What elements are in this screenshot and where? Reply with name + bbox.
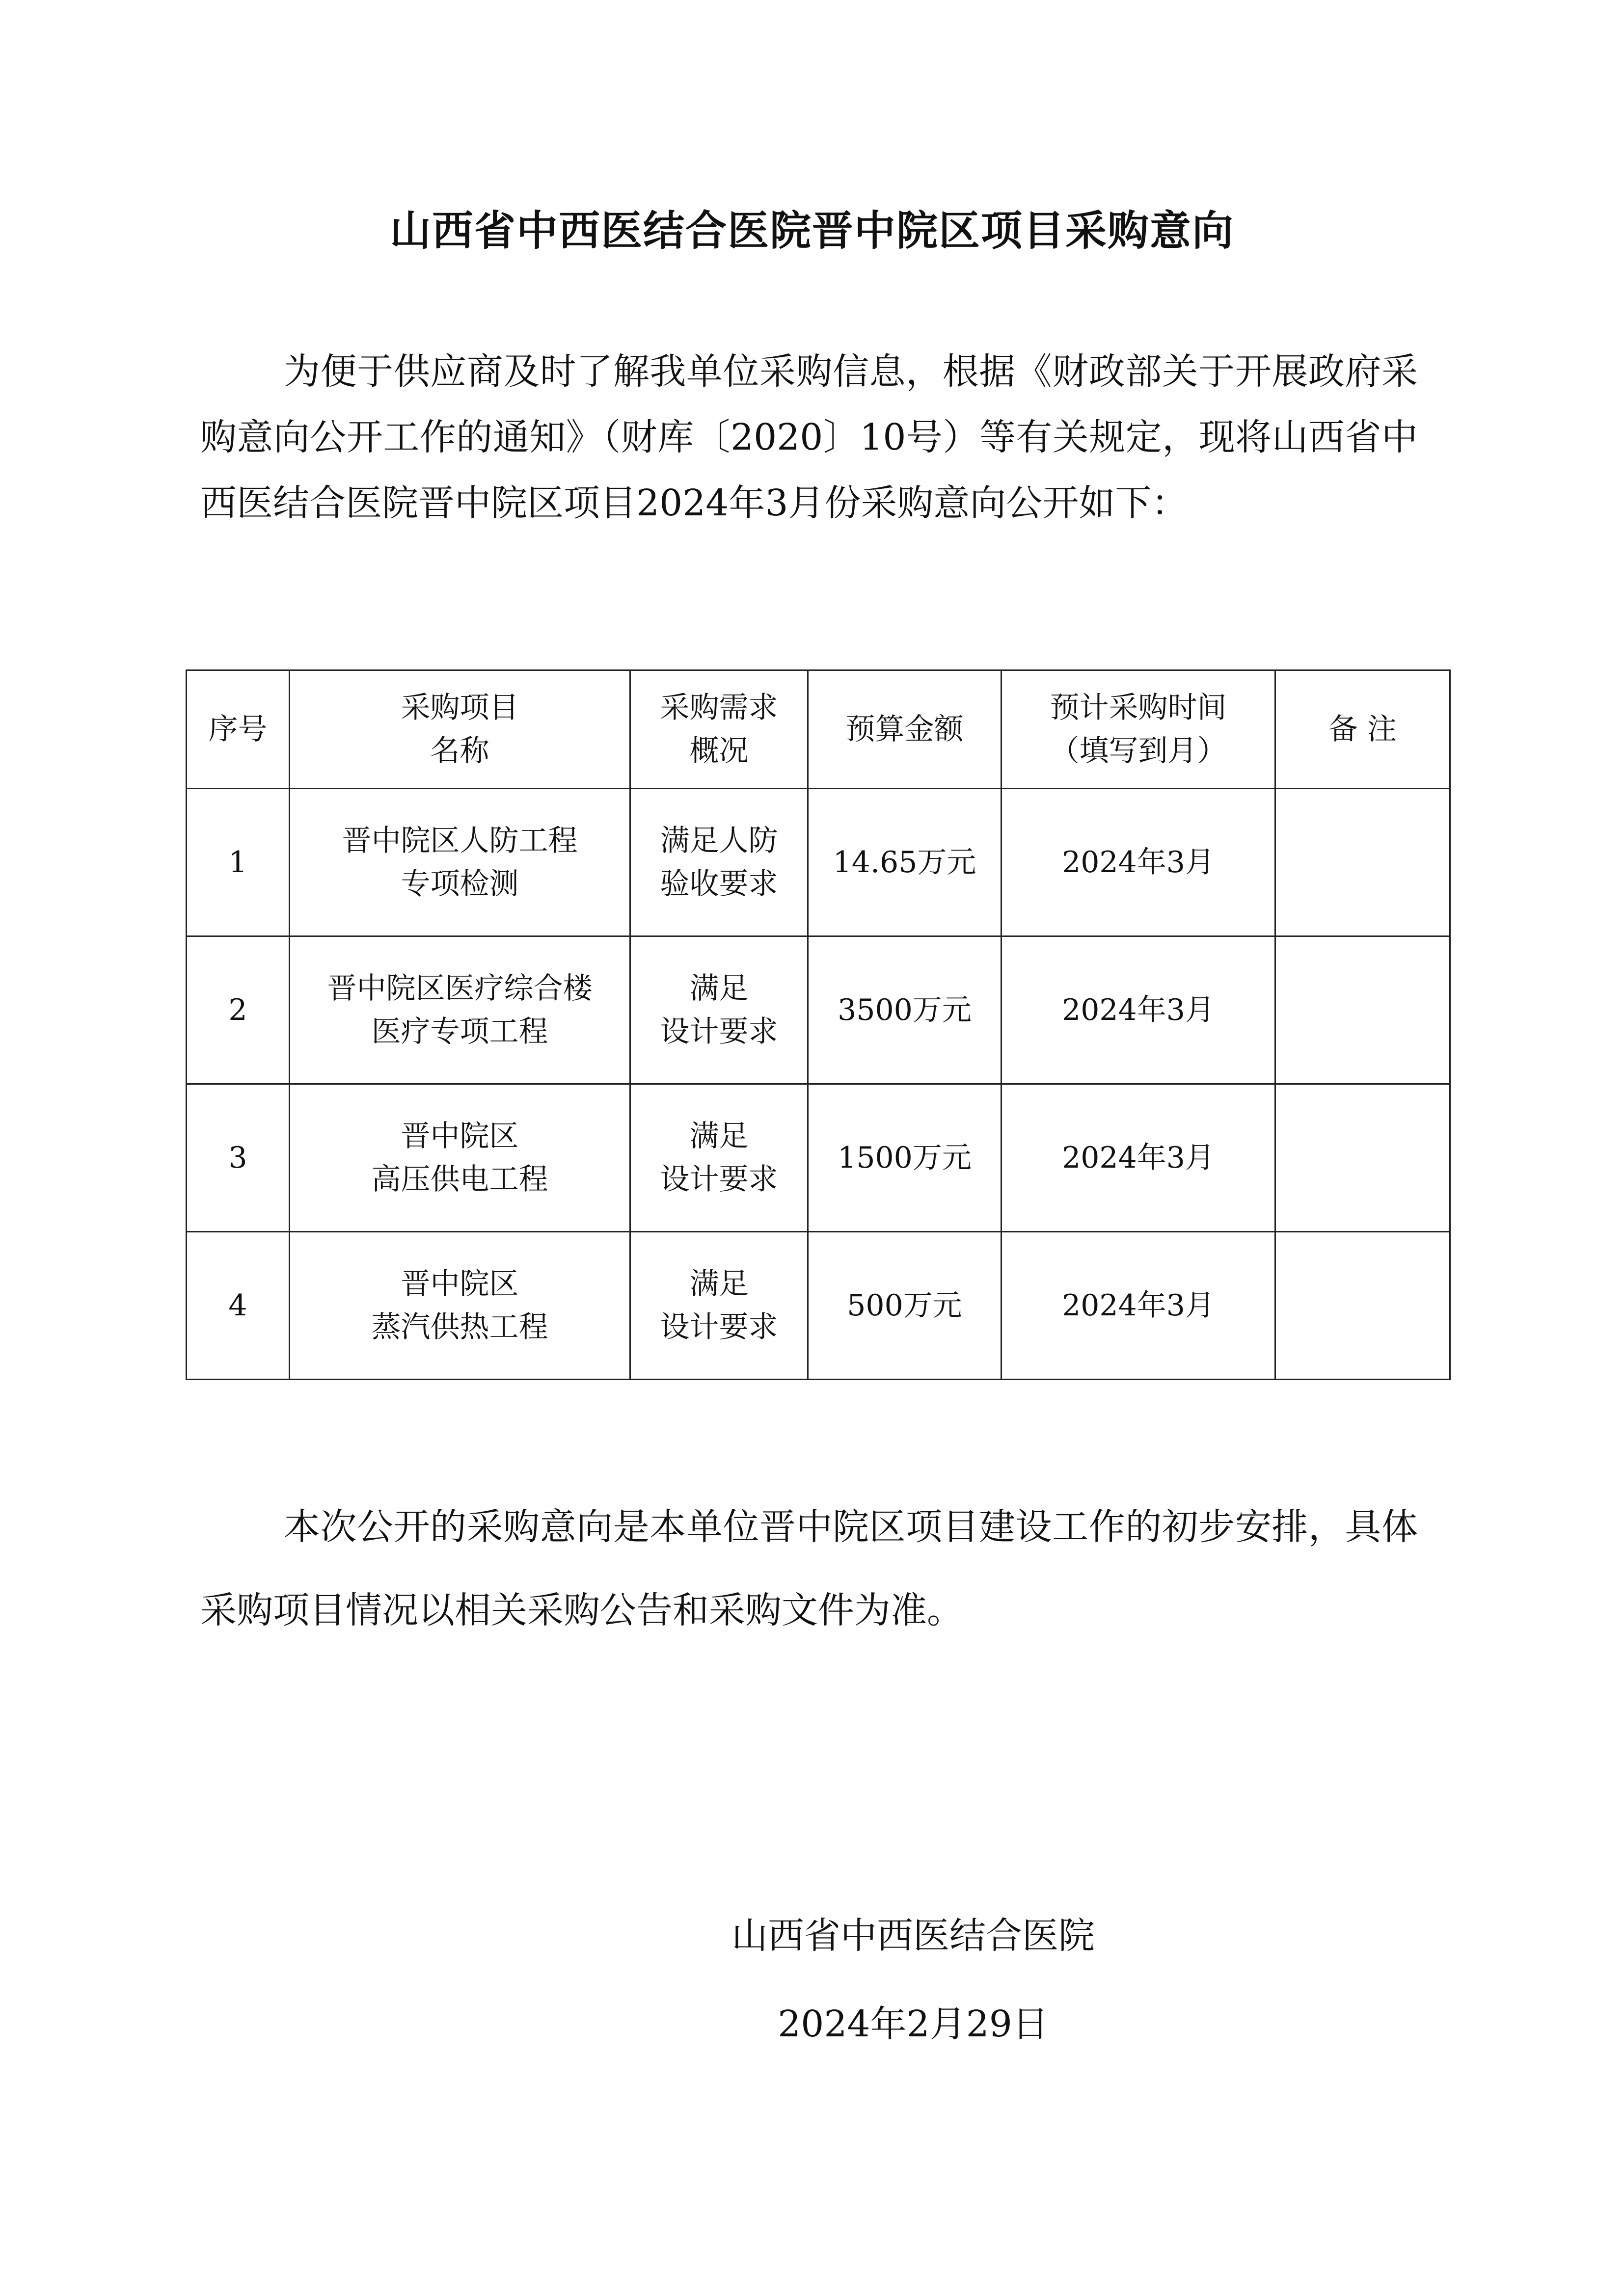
cell-remarks — [1275, 936, 1450, 1084]
header-index: 序号 — [187, 670, 290, 789]
cell-remarks — [1275, 1084, 1450, 1232]
header-procurement-time: 预计采购时间 （填写到月） — [1001, 670, 1275, 789]
cell-requirement: 满足 设计要求 — [630, 936, 808, 1084]
cell-remarks — [1275, 1232, 1450, 1380]
cell-budget: 3500万元 — [808, 936, 1001, 1084]
table-row — [187, 789, 1450, 936]
cell-index: 2 — [187, 936, 290, 1084]
table-row — [187, 1084, 1450, 1232]
table-header-row — [187, 670, 1450, 789]
cell-index: 4 — [187, 1232, 290, 1380]
cell-procurement-time: 2024年3月 — [1001, 936, 1275, 1084]
procurement-table — [186, 669, 1451, 1380]
cell-procurement-time: 2024年3月 — [1001, 789, 1275, 936]
table-row — [187, 936, 1450, 1084]
header-remarks: 备 注 — [1275, 670, 1450, 789]
cell-budget: 1500万元 — [808, 1084, 1001, 1232]
cell-requirement: 满足人防 验收要求 — [630, 789, 808, 936]
cell-project-name: 晋中院区 高压供电工程 — [290, 1084, 630, 1232]
closing-paragraph: 本次公开的采购意向是本单位晋中院区项目建设工作的初步安排，具体采购项目情况以相关采购公告和采购文件为准。 — [200, 1506, 1418, 1631]
cell-requirement: 满足 设计要求 — [630, 1084, 808, 1232]
header-budget: 预算金额 — [808, 670, 1001, 789]
signature-organization: 山西省中西医结合医院 — [731, 1915, 1095, 1957]
cell-remarks — [1275, 789, 1450, 936]
header-project-name: 采购项目 名称 — [290, 670, 630, 789]
header-requirement: 采购需求 概况 — [630, 670, 808, 789]
cell-project-name: 晋中院区医疗综合楼 医疗专项工程 — [290, 936, 630, 1084]
document-title: 山西省中西医结合医院晋中院区项目采购意向 — [389, 206, 1234, 255]
cell-project-name: 晋中院区人防工程 专项检测 — [290, 789, 630, 936]
cell-index: 1 — [187, 789, 290, 936]
cell-requirement: 满足 设计要求 — [630, 1232, 808, 1380]
signature-date: 2024年2月29日 — [778, 2003, 1049, 2045]
procurement-table-container — [186, 669, 1449, 1380]
cell-budget: 500万元 — [808, 1232, 1001, 1380]
cell-procurement-time: 2024年3月 — [1001, 1232, 1275, 1380]
cell-procurement-time: 2024年3月 — [1001, 1084, 1275, 1232]
intro-paragraph: 为便于供应商及时了解我单位采购信息，根据《财政部关于开展政府采购意向公开工作的通知》（财库〔2020〕10号）等有关规定，现将山西省中西医结合医院晋中院区项目2024年3月份采购意向公开如下： — [200, 350, 1418, 524]
cell-index: 3 — [187, 1084, 290, 1232]
table-row — [187, 1232, 1450, 1380]
cell-budget: 14.65万元 — [808, 789, 1001, 936]
cell-project-name: 晋中院区 蒸汽供热工程 — [290, 1232, 630, 1380]
